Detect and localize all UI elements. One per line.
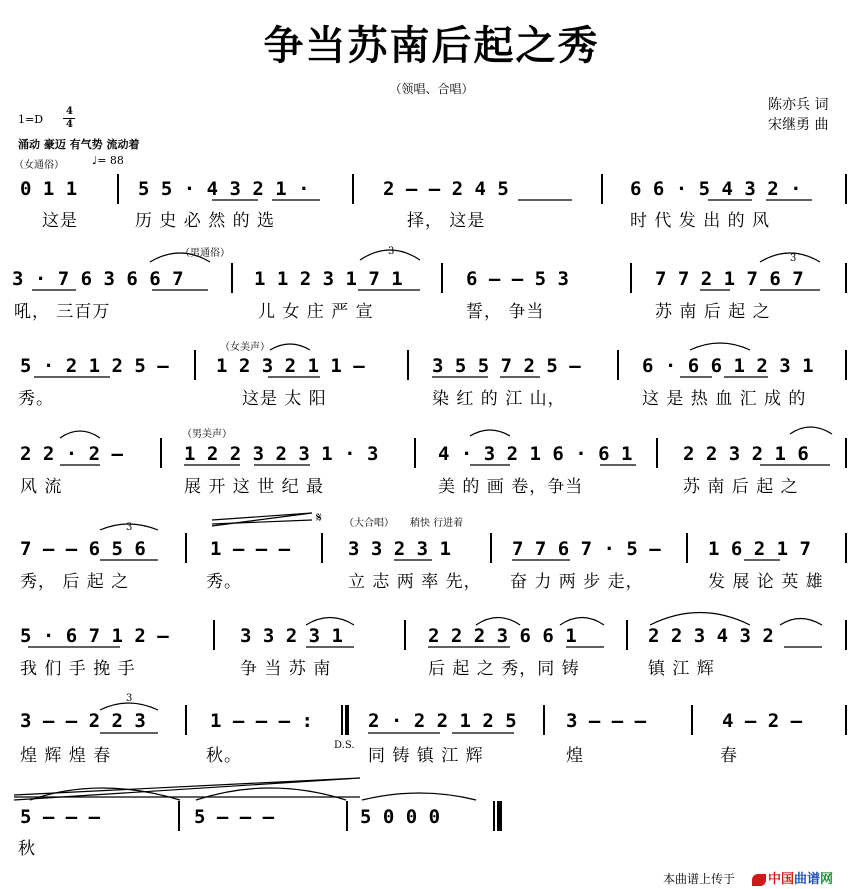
- row3-bar4-notes: 6 · 6 6 1 2 3 1: [642, 355, 814, 377]
- row4-bar4-notes: 2 2 3 2 1 6: [683, 443, 809, 465]
- row7-lyric2: 秋。: [206, 746, 242, 766]
- row7-lyric3: 同 铸 镇 江 辉: [368, 746, 484, 766]
- row4-bar1-notes: 2 2 · 2 –: [20, 443, 123, 465]
- voice-label-female-pop: （女通俗）: [14, 160, 64, 171]
- row4-lyric2: 展 开 这 世 纪 最: [184, 477, 325, 497]
- row1-lyric3: 择， 这是: [407, 211, 486, 231]
- lyricist-credit: 陈亦兵 词: [768, 97, 829, 113]
- row2-lyric4: 苏 南 后 起 之: [655, 302, 771, 322]
- row1-bar1-notes: 0 1 1: [20, 178, 78, 200]
- row6-bar1-notes: 5 · 6 7 1 2 –: [20, 625, 169, 647]
- row4-lyric4: 苏 南 后 起 之: [683, 477, 799, 497]
- tempo-marking: ♩= 88: [92, 154, 124, 167]
- voice-label-male-bel-canto: （男美声）: [182, 429, 232, 440]
- row7-bar4-notes: 3 – – –: [566, 710, 647, 732]
- expression-marking: 涌动 豪迈 有气势 流动着: [18, 138, 140, 151]
- row5-lyric5: 发 展 论 英 雄: [708, 572, 824, 592]
- row6-lyric3: 后 起 之 秀，同 铸: [428, 659, 580, 679]
- row7-lyric4: 煌: [566, 746, 584, 766]
- row2-bar4-notes: 7 7 2 1 7 6 7: [655, 268, 804, 290]
- row6-bar3-notes: 2 2 2 3 6 6 1: [428, 625, 577, 647]
- row8-bar3-notes: 5 0 0 0: [360, 806, 441, 828]
- row7-bar3-notes: 2 · 2 2 1 2 5: [368, 710, 517, 732]
- row6-lyric4: 镇 江 辉: [648, 659, 715, 679]
- row6-lyric2: 争 当 苏 南: [240, 659, 332, 679]
- row2-bar1-notes: 3 · 7 6 3 6 6 7: [12, 268, 184, 290]
- logo-text-c: 网: [820, 872, 834, 887]
- score-title: 争当苏南后起之秀: [263, 22, 600, 69]
- composer-credit: 宋继勇 曲: [768, 117, 829, 133]
- row3-bar2-notes: 1 2 3 2 1 1 –: [216, 355, 365, 377]
- row8-bar1-notes: 5 – – –: [20, 806, 101, 828]
- row6-bar2-notes: 3 3 2 3 1: [240, 625, 343, 647]
- row5-bar4-notes: 7 7 6 7 · 5 –: [512, 538, 661, 560]
- row3-bar1-notes: 5 · 2 1 2 5 –: [20, 355, 169, 377]
- row7-lyric1: 煌 辉 煌 春: [20, 746, 112, 766]
- row5-lyric2: 秀。: [206, 572, 242, 592]
- row4-lyric3: 美 的 画 卷，争当: [438, 477, 584, 497]
- row2-lyric2: 儿 女 庄 严 宣: [258, 302, 374, 322]
- triplet-mark-2: 3: [790, 253, 797, 264]
- row8-bar2-notes: 5 – – –: [194, 806, 275, 828]
- time-signature-bottom: 4: [66, 119, 73, 130]
- row5-bar1-notes: 7 – – 6 5 6: [20, 538, 146, 560]
- row1-lyric1: 这是: [42, 211, 78, 231]
- row1-bar3-notes: 2 – – 2 4 5: [383, 178, 509, 200]
- row2-bar3-notes: 6 – – 5 3: [466, 268, 569, 290]
- row5-bar3-notes: 3 3 2 3 1: [348, 538, 451, 560]
- score-subtitle: （领唱、合唱）: [389, 82, 474, 96]
- segno-sign: 𝄋: [316, 510, 323, 526]
- row5-bar5-notes: 1 6 2 1 7: [708, 538, 811, 560]
- row1-bar2-notes: 5 5 · 4 3 2 1 ·: [138, 178, 310, 200]
- row4-lyric1: 风 流: [20, 477, 63, 497]
- row7-bar1-notes: 3 – – 2 2 3: [20, 710, 146, 732]
- row7-bar2-notes: 1 – – – :: [210, 710, 313, 732]
- row3-lyric4: 这 是 热 血 汇 成 的: [642, 389, 807, 409]
- logo-icon: [752, 874, 766, 886]
- row5-lyric1: 秀， 后 起 之: [20, 572, 130, 592]
- upload-note: 本曲谱上传于: [663, 872, 736, 886]
- row1-lyric2: 历 史 必 然 的 选: [135, 211, 276, 231]
- row7-bar5-notes: 4 – 2 –: [722, 710, 803, 732]
- logo-text-a: 中国: [768, 872, 795, 887]
- row2-lyric1: 吼， 三百万: [14, 302, 111, 322]
- row6-bar4-notes: 2 2 3 4 3 2: [648, 625, 774, 647]
- logo-text-b: 曲谱: [794, 872, 821, 887]
- voice-label-male-pop: （男通俗）: [180, 248, 230, 259]
- row1-bar4-notes: 6 6 · 5 4 3 2 ·: [630, 178, 802, 200]
- row2-bar2-notes: 1 1 2 3 1 7 1: [254, 268, 403, 290]
- row4-bar3-notes: 4 · 3 2 1 6 · 6 1: [438, 443, 633, 465]
- voice-label-chorus: （大合唱）: [344, 518, 394, 529]
- triplet-mark-1: 3: [388, 246, 395, 257]
- triplet-mark-4: 3: [126, 693, 133, 704]
- row3-bar3-notes: 3 5 5 7 2 5 –: [432, 355, 581, 377]
- row5-lyric3: 立 志 两 率 先，: [348, 572, 482, 592]
- row3-lyric2: 这是 太 阳: [242, 389, 327, 409]
- row3-lyric1: 秀。: [18, 389, 54, 409]
- row1-lyric4: 时 代 发 出 的 风: [630, 211, 771, 231]
- row7-lyric5: 春: [720, 746, 738, 766]
- voice-label-female-bel-canto: （女美声）: [220, 342, 270, 353]
- row2-lyric3: 誓， 争当: [466, 302, 545, 322]
- tempo-change-marking: 稍快 行进着: [410, 518, 464, 529]
- row5-lyric4: 奋 力 两 步 走，: [510, 572, 644, 592]
- row4-bar2-notes: 1 2 2 3 2 3 1 · 3: [184, 443, 379, 465]
- row3-lyric3: 染 红 的 江 山，: [432, 389, 566, 409]
- ds-marking: D.S.: [334, 740, 355, 751]
- time-signature-top: 4: [66, 106, 73, 117]
- row6-lyric1: 我 们 手 挽 手: [20, 659, 136, 679]
- row8-lyric1: 秋: [18, 839, 36, 859]
- triplet-mark-3: 3: [126, 522, 133, 533]
- row5-bar2-notes: 1 – – –: [210, 538, 291, 560]
- key-signature: 1=D: [18, 113, 44, 126]
- site-logo[interactable]: [752, 868, 833, 887]
